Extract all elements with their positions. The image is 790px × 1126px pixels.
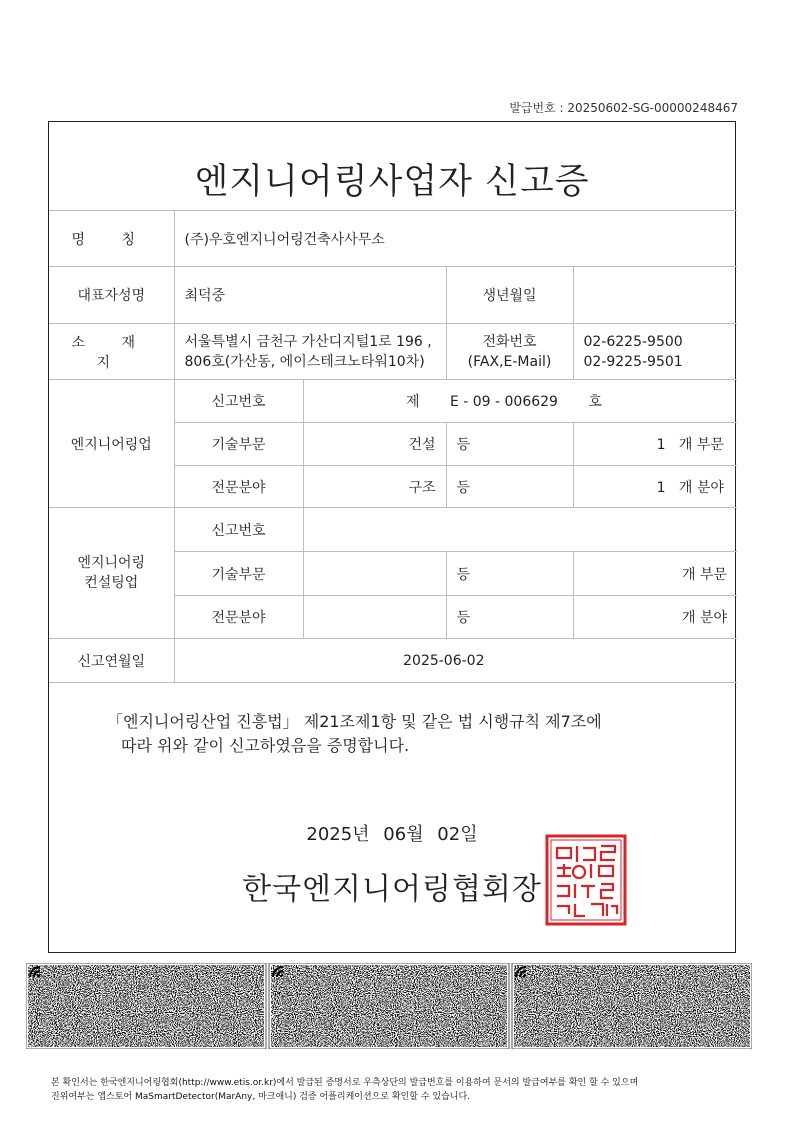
address-line-2: 806호(가산동, 에이스테크노타워10차) xyxy=(184,353,425,370)
row-representative xyxy=(49,267,737,324)
report-date-cell xyxy=(174,639,737,683)
certificate-table xyxy=(49,210,737,683)
consult-report-row xyxy=(49,508,737,552)
official-seal xyxy=(545,834,627,926)
eng-report-no-label: 신고번호 xyxy=(174,380,303,423)
birth-label: 생년월일 xyxy=(446,267,573,324)
eng-report-row xyxy=(49,380,737,423)
eng-report-no-prefix: 제 xyxy=(405,394,420,410)
address-label: 소 재 지 xyxy=(49,324,174,380)
representative-label: 대표자성명 xyxy=(49,267,174,324)
consult-tech-unit: 개 부문 xyxy=(573,552,737,596)
organization-name: 한국엔지니어링협회장 xyxy=(242,872,542,907)
report-date-value: 2025-06-02 xyxy=(403,652,485,669)
eng-special-label: 전문분야 xyxy=(174,466,303,508)
certificate-title: 엔지니어링사업자 신고증 xyxy=(194,162,590,202)
consult-special-unit: 개 분야 xyxy=(573,596,737,639)
eng-special-count-cell xyxy=(573,466,737,508)
phone-label-line-1: 전화번호 xyxy=(482,333,537,350)
eng-special-etc: 등 xyxy=(446,466,573,508)
verification-footer xyxy=(51,1076,741,1104)
name-value: (주)우호엔지니어링건축사사무소 xyxy=(174,211,737,267)
statement-line-2: 따라 위와 같이 신고하였음을 증명합니다. xyxy=(121,736,410,755)
eng-tech-unit: 개 부문 xyxy=(678,437,724,453)
eng-tech-field: 건설 xyxy=(303,423,446,466)
phone-value xyxy=(573,324,737,380)
birth-value xyxy=(573,267,737,324)
footer-line-2: 진위여부는 앱스토어 MaSmartDetector(MarAny, 마크애니) 검증 어플리케이션으로 확인할 수 있습니다. xyxy=(51,1092,471,1102)
eng-tech-etc: 등 xyxy=(446,423,573,466)
consult-report-no-label: 신고번호 xyxy=(174,508,303,552)
issue-date: 2025년 06월 02일 xyxy=(306,824,478,845)
eng-tech-label: 기술부문 xyxy=(174,423,303,466)
consult-special-etc: 등 xyxy=(446,596,573,639)
phone-number: 02-6225-9500 xyxy=(583,333,683,350)
eng-special-unit: 개 분야 xyxy=(678,479,724,496)
footer-line-1: 본 확인서는 한국엔지니어링협회(http://www.etis.or.kr)에서 발급된 증명서로 우측상단의 발급번호를 이용하여 문서의 발급여부를 확인 할 수 있으며 xyxy=(51,1078,639,1088)
certificate-frame xyxy=(48,121,736,953)
barcode-block-1 xyxy=(26,963,266,1049)
eng-special-field: 구조 xyxy=(303,466,446,508)
eng-report-no: E - 09 - 006629 xyxy=(449,394,558,410)
eng-tech-count: 1 xyxy=(656,437,666,453)
eng-business-label: 엔지니어링업 xyxy=(49,380,174,508)
report-date-label: 신고연월일 xyxy=(49,639,174,683)
address-line-1: 서울특별시 금천구 가산디지털1로 196 , xyxy=(184,333,432,350)
issue-number: 발급번호 : 20250602-SG-00000248467 xyxy=(509,101,738,115)
consult-tech-label: 기술부문 xyxy=(174,552,303,596)
name-label: 명 칭 xyxy=(49,211,174,267)
consult-special-label: 전문분야 xyxy=(174,596,303,639)
consult-tech-etc: 등 xyxy=(446,552,573,596)
representative-value: 최덕중 xyxy=(174,267,446,324)
security-barcodes xyxy=(26,963,752,1049)
row-address xyxy=(49,324,737,380)
eng-special-count: 1 xyxy=(656,479,666,496)
consult-tech-field xyxy=(303,552,446,596)
consulting-label-line-1: 엔지니어링 xyxy=(77,555,146,571)
phone-label-line-2: (FAX,E-Mail) xyxy=(467,353,552,370)
consult-special-field xyxy=(303,596,446,639)
eng-report-no-value xyxy=(303,380,737,423)
address-value xyxy=(174,324,446,380)
phone-label xyxy=(446,324,573,380)
barcode-block-2 xyxy=(269,963,509,1049)
consulting-business-label xyxy=(49,508,174,639)
fax-number: 02-9225-9501 xyxy=(583,353,683,370)
barcode-block-3 xyxy=(512,963,752,1049)
statement xyxy=(107,710,707,758)
consult-report-no-value xyxy=(303,508,737,552)
eng-report-no-suffix: 호 xyxy=(588,394,602,410)
statement-line-1: 「엔지니어링산업 진흥법」 제21조제1항 및 같은 법 시행규칙 제7조에 xyxy=(107,712,602,731)
report-date-row xyxy=(49,639,737,683)
consulting-label-line-2: 컨설팅업 xyxy=(84,575,139,591)
eng-tech-count-cell xyxy=(573,423,737,466)
row-name xyxy=(49,211,737,267)
